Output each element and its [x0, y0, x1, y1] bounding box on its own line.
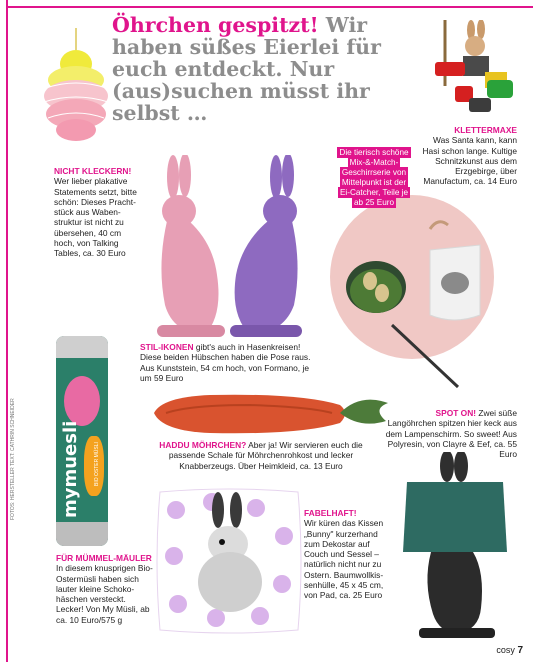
caption-fabelhaft	[304, 508, 390, 601]
wooden-bunny-figure-image	[425, 20, 515, 120]
caption-stil-ikonen	[140, 342, 320, 383]
caption-body: Zwei süße Langöhrchen spitzen hier keck aus dem Lampenschirm. So sweet! Aus Polyresin, von Clayre & Eef, ca. 55 Euro	[385, 408, 517, 460]
caption-title: NICHT KLECKERN!	[54, 166, 132, 176]
honeycomb-egg-image	[40, 28, 112, 146]
bunny-cushion-image	[156, 486, 302, 636]
tableware-badge	[336, 148, 412, 208]
caption-body: In diesem knusprigen Bio-Ostermüsli haben sich lauter kleine Schoko-häschen versteckt. Lecker! Von My Müsli, ab ca. 10 Euro/575 g	[56, 563, 153, 625]
caption-body: Aber ja! Wir servieren euch die passende Schale für Möhrchenrohkost und lecker Knabberzeugs. Über Heimkleid, ca. 13 Euro	[168, 440, 363, 471]
page-number: 7	[517, 645, 523, 656]
caption-title: KLETTERMAXE	[454, 125, 517, 135]
badge-text: Die tierisch schöne Mix-&-Match-Geschirrserie von Mittelpunkt ist der Ei-Catcher, Teile je ab 25 Euro	[339, 148, 409, 207]
caption-muemmel-maeuler	[56, 553, 154, 625]
caption-body: gibt's auch in Hasenkreisen! Diese beiden Hübschen haben die Pose raus. Aus Kunststein, 54 cm hoch, von Formano, je um 59 Euro	[140, 342, 311, 383]
page-footer	[496, 645, 523, 656]
muesli-sub-label: BIO OSTER MÜSLI	[94, 442, 100, 486]
muesli-tube-lid	[56, 336, 108, 358]
magazine-name: cosy	[496, 645, 515, 655]
caption-title: FABELHAFT!	[304, 508, 357, 518]
page-headline	[112, 14, 434, 124]
muesli-brand-label: mymuesli	[60, 420, 81, 518]
headline-text: Wir haben süßes Eierlei für euch entdeckt. Nur (aus)suchen müsst ihr selbst …	[112, 13, 381, 125]
caption-title: FÜR MÜMMEL-MÄULER	[56, 553, 152, 563]
page-border-top	[6, 6, 533, 8]
bunny-lamp-image	[395, 452, 515, 644]
caption-title: STIL-IKONEN	[140, 342, 194, 352]
caption-title: SPOT ON!	[435, 408, 477, 418]
caption-haddu-moehrchen	[156, 440, 366, 471]
photo-credit: FOTOS: HERSTELLER TEXT: CATHRIN SCHNEIDER	[10, 398, 16, 520]
caption-body: Was Santa kann, kann Hasi schon lange. Kultige Schnitzkunst aus dem Erzgebirge, über Manufactum, ca. 14 Euro	[422, 135, 517, 187]
caption-nicht-kleckern	[54, 166, 140, 259]
muesli-tube-base	[56, 522, 108, 546]
purple-bunny-statue-image	[222, 155, 314, 345]
pink-bunny-statue-image	[143, 155, 225, 345]
caption-title: HADDU MÖHRCHEN?	[159, 440, 247, 450]
carrot-bowl-image	[150, 385, 390, 443]
caption-body: Wir küren das Kissen „Bunny" kurzerhand zum Dekostar auf Couch und Sessel – natürlich nicht nur zu Ostern. Baumwollkis-senhülle, 45 x 45 cm, von Pad, ca. 25 Euro	[304, 518, 384, 601]
muesli-tube-image	[56, 336, 108, 546]
headline-accent: Öhrchen gespitzt!	[112, 13, 319, 37]
page-border-left	[6, 0, 8, 662]
caption-body: Wer lieber plakative Statements setzt, bitte schön: Dieses Pracht-stück aus Waben-struktur ist nicht zu übersehen, 40 cm hoch, von Talking Tables, ca. 30 Euro	[54, 176, 137, 259]
